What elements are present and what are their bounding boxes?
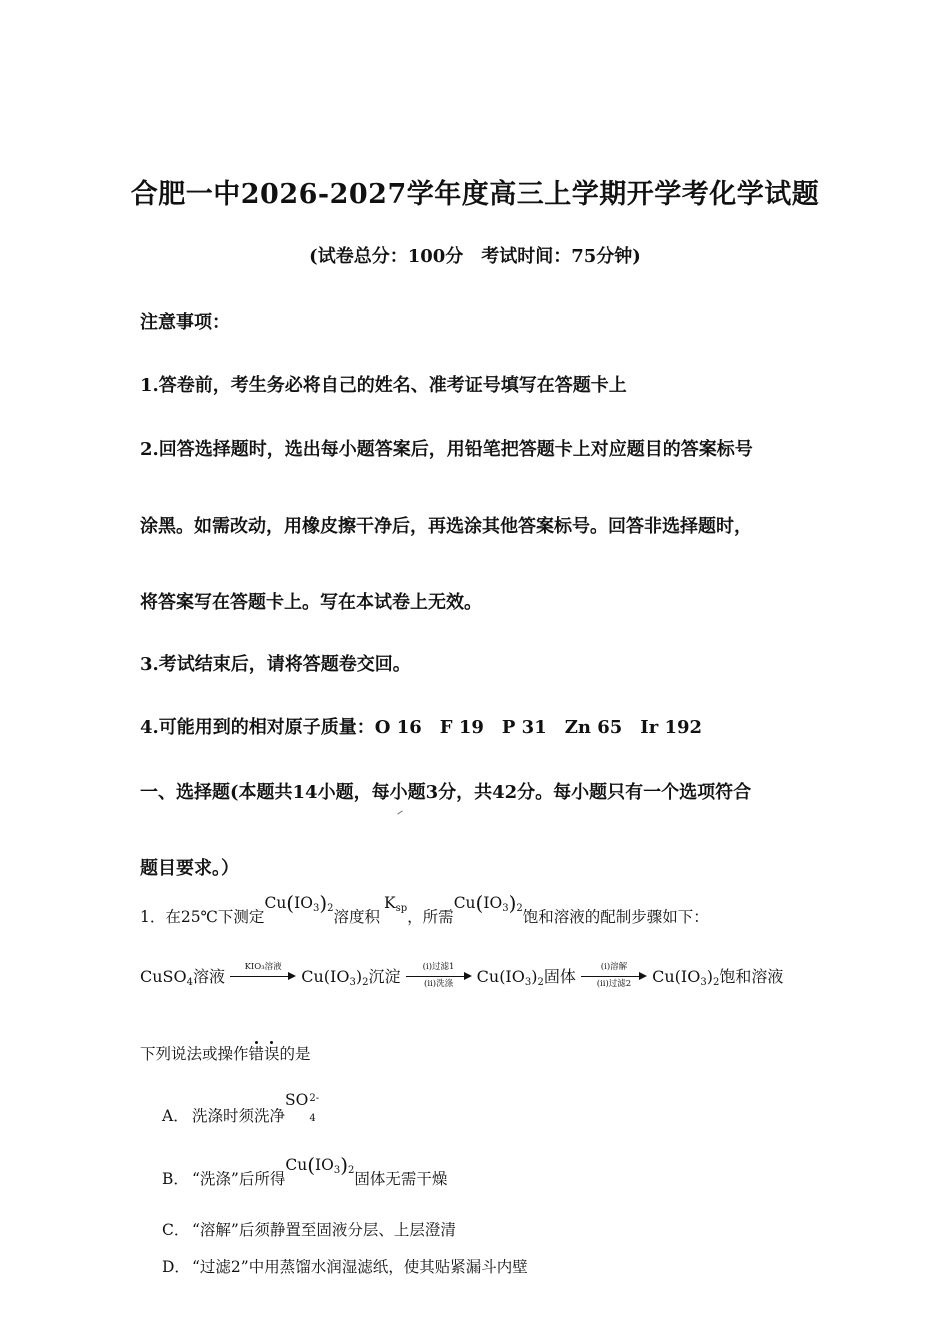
- sulfate-ion: SO 2- 4: [285, 1091, 320, 1124]
- notice-item-1: 1.答卷前，考生务必将自己的姓名、准考证号填写在答题卡上: [140, 375, 627, 396]
- flow-saturated-solution: $Cu(IO_3)_2$饱和溶液: [652, 966, 784, 988]
- question-1-intro: 1．在25℃下测定$Cu(IO_3)_2$溶度积$K_{sp}$，所需$Cu(IO_3)_2$饱和溶液的配制步骤如下：: [140, 891, 709, 926]
- flow-start: CuSO$_4$溶液: [140, 966, 226, 988]
- notice-item-2-line-2: 涂黑。如需改动，用橡皮擦干净后，再选涂其他答案标号。回答非选择题时，: [140, 516, 752, 537]
- cu-iodate-formula-2: $Cu(IO_3)_2$: [453, 891, 523, 915]
- section-heading: 一、选择题(本题共14小题，每小题3分，共42分。每小题只有一个选项符合: [140, 782, 752, 803]
- section-heading-continued: 题目要求。）: [140, 858, 239, 879]
- cu-iodate-formula: $Cu(IO_3)_2$: [264, 891, 334, 915]
- notice-item-3: 3.考试结束后，请将答题卷交回。: [140, 654, 411, 675]
- notice-item-4: 4.可能用到的相对原子质量：O 16 F 19 P 31 Zn 65 Ir 192: [140, 717, 703, 738]
- flow-arrow-2: (i)过滤1 (ii)洗涤: [406, 962, 472, 992]
- question-1-stem: 下列说法或操作错误的是: [140, 1045, 311, 1063]
- preparation-flow: [140, 962, 783, 992]
- flow-solid: $Cu(IO_3)_2$固体: [476, 966, 576, 988]
- page-title: 合肥一中2026-2027学年度高三上学期开学考化学试题: [130, 179, 820, 210]
- notice-item-2-line-1: 2.回答选择题时，选出每小题答案后，用铅笔把答题卡上对应题目的答案标号: [140, 439, 753, 460]
- option-a-text: 洗涤时须洗净: [192, 1107, 286, 1125]
- option-d-text: “过滤2”中用蒸馏水润湿滤纸，使其贴紧漏斗内壁: [192, 1258, 528, 1276]
- option-d-letter: D．: [162, 1258, 190, 1276]
- question-number: 1．: [140, 908, 166, 926]
- scan-mark: [397, 810, 402, 814]
- option-b-letter: B．: [162, 1170, 189, 1188]
- option-c-text: “溶解”后须静置至固液分层、上层澄清: [192, 1221, 456, 1239]
- option-d[interactable]: [162, 1255, 528, 1277]
- exam-info: (试卷总分：100分 考试时间：75分钟): [309, 246, 641, 267]
- ksp-symbol: $K_{sp}$: [384, 894, 408, 914]
- flow-arrow-1: KIO₃溶液: [230, 962, 296, 992]
- flow-arrow-3: (i)溶解 (ii)过滤2: [581, 962, 647, 992]
- notice-item-2-line-3: 将答案写在答题卡上。写在本试卷上无效。: [140, 592, 482, 613]
- flow-precipitate: $Cu(IO_3)_2$沉淀: [301, 966, 401, 988]
- option-b[interactable]: B． “洗涤”后所得$Cu(IO_3)_2$固体无需干燥: [162, 1153, 448, 1188]
- option-b-text: “洗涤”后所得: [192, 1170, 286, 1188]
- option-a-letter: A．: [162, 1107, 189, 1125]
- cu-iodate-formula-3: $Cu(IO_3)_2$: [285, 1153, 355, 1177]
- option-c-letter: C．: [162, 1221, 190, 1239]
- notice-heading: 注意事项：: [140, 312, 230, 333]
- option-a[interactable]: [162, 1091, 320, 1126]
- option-c[interactable]: [162, 1218, 456, 1240]
